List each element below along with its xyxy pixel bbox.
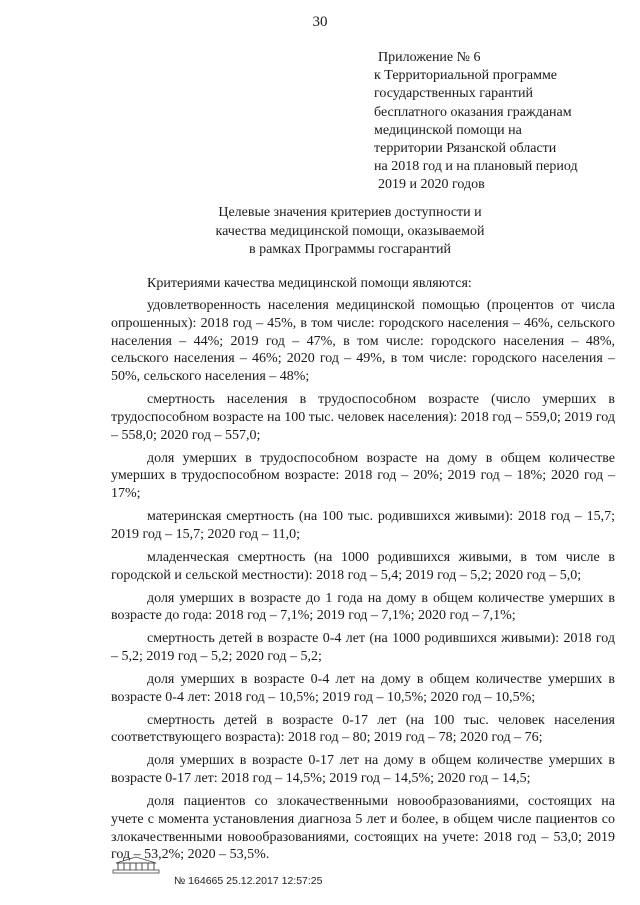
criterion-paragraph: доля умерших в возрасте 0-17 лет на дому в общем количестве умерших в возрасте 0-17 лет: 2018 год – 14,5%; 2019 год – 14,5%; 2020 год – 14,5; bbox=[111, 753, 615, 787]
criterion-paragraph: доля пациентов со злокачественными новообразованиями, состоящих на учете с момента установления диагноза 5 лет и более, в общем числе пациентов со злокачественными новообразованиями, состоящих на учете: 2018 год – 53,0; 2019 год – 53,2%; 2020 – 53,5%. bbox=[111, 793, 615, 863]
criterion-paragraph: младенческая смертность (на 1000 родившихся живыми, в том числе в городской и сельской местности): 2018 год – 5,4; 2019 год – 5,2; 2020 год – 5,0; bbox=[111, 549, 615, 583]
criterion-paragraph: смертность детей в возрасте 0-17 лет (на 100 тыс. человек населения соответствующего возраста): 2018 год – 80; 2019 год – 78; 2020 год – 76; bbox=[111, 712, 615, 746]
title-line: качества медицинской помощи, оказываемой bbox=[215, 223, 485, 239]
appendix-line: к Территориальной программе bbox=[374, 68, 558, 84]
title-line: в рамках Программы госгарантий bbox=[249, 242, 451, 258]
document-title bbox=[150, 204, 550, 260]
appendix-line: государственных гарантий bbox=[374, 86, 533, 102]
criterion-paragraph: доля умерших в возрасте до 1 года на дому в общем количестве умерших в возрасте до года: 2018 год – 7,1%; 2019 год – 7,1%; 2020 год – 7,1%; bbox=[111, 590, 615, 624]
criterion-paragraph: смертность населения в трудоспособном возрасте (число умерших в трудоспособном возрасте на 100 тыс. человек населения): 2018 год – 559,0; 2019 год – 558,0; 2020 год – 557,0; bbox=[111, 392, 615, 443]
criterion-paragraph: удовлетворенность населения медицинской помощью (процентов от числа опрошенных): 2018 год – 45%, в том числе: городского населения – 46%, сельского населения – 44%; 2019 год – 47%, в том числе: городского населения – 48%, сельского населения – 46%; 2020 год – 49%, в том числе: городского населения – 50%, сельского населения – 48%; bbox=[111, 297, 615, 385]
building-stamp-graphic bbox=[112, 854, 160, 874]
appendix-header bbox=[374, 49, 636, 195]
appendix-line: территории Рязанской области bbox=[374, 141, 557, 157]
intro-line: Критериями качества медицинской помощи являются: bbox=[147, 276, 472, 291]
criterion-paragraph: материнская смертность (на 100 тыс. родившихся живыми): 2018 год – 15,7; 2019 год – 15,7; 2020 год – 11,0; bbox=[111, 509, 615, 542]
page-number: 30 bbox=[312, 14, 328, 30]
building-stamp-icon bbox=[112, 854, 160, 874]
appendix-line: медицинской помощи на bbox=[374, 122, 522, 138]
criterion-paragraph: доля умерших в трудоспособном возрасте на дому в общем количестве умерших в трудоспособном возрасте: 2018 год – 20%; 2019 год – 18%; 2020 год – 17%; bbox=[111, 450, 615, 502]
title-line: Целевые значения критериев доступности и bbox=[218, 205, 482, 220]
document-registration-id: № 164665 25.12.2017 12:57:25 bbox=[174, 875, 323, 887]
appendix-line: на 2018 год и на плановый период bbox=[374, 159, 578, 175]
appendix-line: бесплатного оказания гражданам bbox=[374, 104, 572, 120]
criterion-paragraph: смертность детей в возрасте 0-4 лет (на 1000 родившихся живыми): 2018 год – 5,2; 2019 год – 5,2; 2020 год – 5,2; bbox=[111, 631, 615, 665]
appendix-line: 2019 и 2020 годов bbox=[378, 177, 485, 193]
appendix-line: Приложение № 6 bbox=[378, 50, 481, 65]
document-body bbox=[111, 275, 615, 864]
criterion-paragraph: доля умерших в возрасте 0-4 лет на дому в общем количестве умерших в возрасте 0-4 лет: 2018 год – 10,5%; 2019 год – 10,5%; 2020 год – 10,5%; bbox=[111, 671, 615, 705]
